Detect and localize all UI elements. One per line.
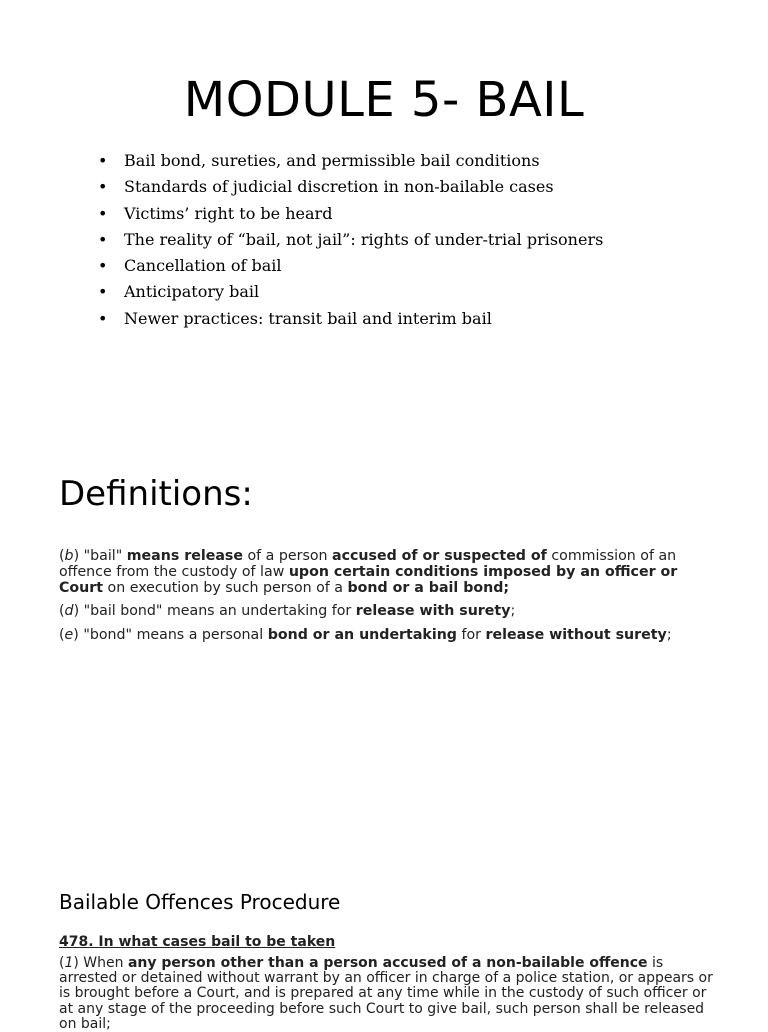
clause-letter: d	[64, 603, 74, 620]
definition-emphasis: bond or a bail bond;	[347, 579, 510, 596]
section-478-title: 478. In what cases bail to be taken	[59, 934, 336, 950]
definition-emphasis: means release	[126, 548, 243, 564]
paren: (	[59, 548, 65, 564]
definition-text: of a person	[242, 548, 333, 564]
bullet-icon: •	[98, 229, 108, 249]
definitions-block	[59, 549, 709, 652]
definition-bail	[59, 549, 709, 596]
list-item-text: Newer practices: transit bail and interim bail	[124, 308, 492, 328]
definition-text: commission of an offence from the custody of law	[59, 548, 677, 580]
list-item-text: Cancellation of bail	[124, 256, 282, 276]
list-item-text: Victims’ right to be heard	[124, 203, 333, 223]
list-item	[98, 174, 603, 200]
section-emphasis: any person other than a person accused of a non-bailable offence	[127, 955, 648, 971]
definition-emphasis: bond or an undertaking	[267, 627, 457, 644]
definition-text: for	[456, 627, 486, 644]
list-item-text: Standards of judicial discretion in non-bailable cases	[124, 177, 554, 197]
definition-emphasis: release with surety	[355, 603, 511, 620]
list-item	[98, 253, 603, 279]
definition-text: ) "bail bond" means an undertaking for	[73, 603, 356, 620]
list-item	[98, 227, 603, 253]
definition-emphasis: accused of or suspected of	[332, 548, 547, 564]
definition-emphasis: release without surety	[485, 627, 667, 644]
definition-bail-bond	[59, 604, 709, 620]
list-item	[98, 306, 603, 332]
bullet-icon: •	[98, 177, 108, 197]
paren: (	[59, 627, 65, 644]
definition-emphasis: upon certain conditions imposed by an officer or Court	[59, 563, 678, 596]
definition-text: ;	[510, 603, 516, 620]
section-478-body	[59, 956, 714, 1032]
clause-letter: e	[64, 627, 74, 644]
list-item-text: The reality of “bail, not jail”: rights of under-trial prisoners	[124, 229, 604, 249]
paren: (	[59, 955, 65, 971]
bullet-icon: •	[98, 282, 108, 302]
definition-text: on execution by such person of a	[103, 579, 348, 596]
bullet-icon: •	[98, 151, 108, 170]
clause-number: 1	[64, 955, 74, 971]
page-title: MODULE 5- BAIL	[183, 72, 585, 128]
list-item-text: Anticipatory bail	[124, 282, 260, 302]
bullet-icon: •	[98, 308, 108, 328]
section-text: is arrested or detained without warrant by an officer in charge of a police station, or appears or is brought before a Court, and is prepared at any time while in the custody of such officer or at any stage of the proceeding before such Court to give bail, such person shall be released on bail;	[59, 955, 713, 1032]
definition-text: ) "bond" means a personal	[73, 627, 268, 644]
list-item-text: Bail bond, sureties, and permissible bail conditions	[124, 151, 540, 170]
clause-letter: b	[64, 548, 74, 564]
definition-text: ) "bail"	[73, 548, 127, 564]
bullet-icon: •	[98, 203, 108, 223]
bullet-icon: •	[98, 256, 108, 276]
section-text: ) When	[73, 955, 128, 971]
definition-text: ;	[666, 627, 672, 644]
list-item	[98, 201, 603, 227]
topics-list	[98, 148, 603, 332]
list-item	[98, 148, 603, 174]
bailable-heading: Bailable Offences Procedure	[59, 890, 341, 914]
list-item	[98, 279, 603, 305]
paren: (	[59, 603, 65, 620]
definitions-heading: Definitions:	[59, 474, 253, 514]
definition-bond	[59, 628, 709, 644]
